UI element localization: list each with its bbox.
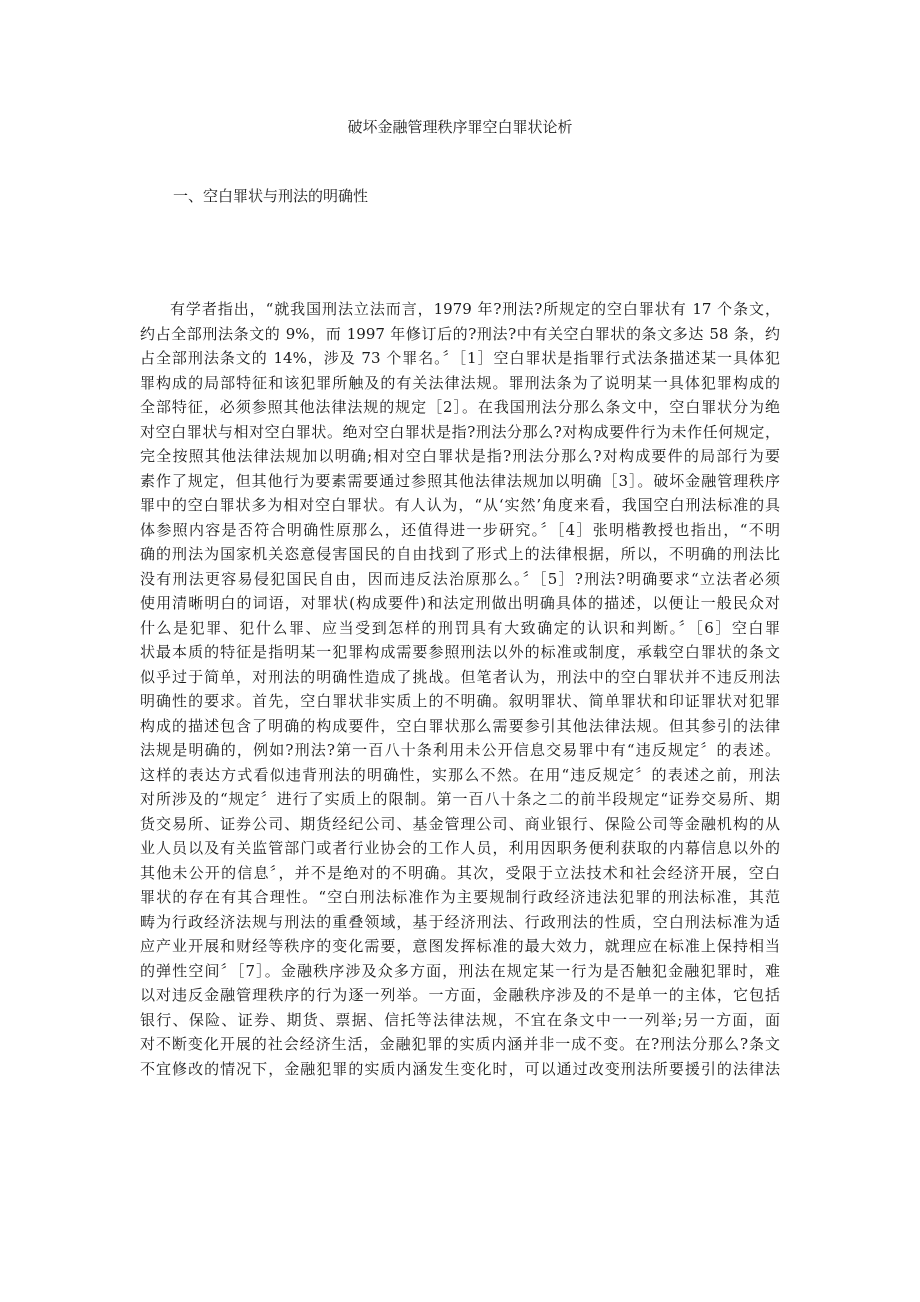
- paragraph-line: 银行、保险、证券、期货、票据、信托等法律法规，不宜在条文中一一列举;另一方面，面: [140, 1010, 780, 1029]
- paragraph-line: 畴为行政经济法规与刑法的重叠领域，基于经济刑法、行政刑法的性质，空白刑法标准为适: [140, 912, 780, 931]
- paragraph-line: 全部特征，必须参照其他法律法规的规定［2］。在我国刑法分那么条文中，空白罪状分为绝: [140, 398, 780, 416]
- paragraph-line: 使用清晰明白的词语，对罪状(构成要件)和法定刑做出明确具体的描述，以便让一般民众对: [140, 594, 780, 612]
- paragraph-line: 明确性的要求。首先，空白罪状非实质上的不明确。叙明罪状、简单罪状和印证罪状对犯罪: [140, 692, 780, 710]
- paragraph-line: 对空白罪状与相对空白罪状。绝对空白罪状是指?刑法分那么?对构成要件行为未作任何规定，: [140, 422, 780, 441]
- paragraph-line: 应产业开展和财经等秩序的变化需要，意图发挥标准的最大效力，就理应在标准上保持相当: [140, 937, 780, 955]
- paragraph-line: 法规是明确的，例如?刑法?第一百八十条利用未公开信息交易罪中有“违反规定〞的表述。: [140, 741, 780, 759]
- paragraph-line: 构成的描述包含了明确的构成要件，空白罪状那么需要参引其他法律法规。但其参引的法律: [140, 716, 780, 735]
- paragraph-line: 完全按照其他法律法规加以明确;相对空白罪状是指?刑法分那么?对构成要件的局部行为要: [140, 447, 780, 465]
- paragraph-line: 罪构成的局部特征和该犯罪所触及的有关法律法规。罪刑法条为了说明某一具体犯罪构成的: [140, 373, 780, 392]
- paragraph-line: 不宜修改的情况下，金融犯罪的实质内涵发生变化时，可以通过改变刑法所要援引的法律法: [140, 1059, 780, 1078]
- paragraph-line: 体参照内容是否符合明确性原那么，还值得进一步研究。〞［4］张明楷教授也指出，“不明: [140, 520, 780, 539]
- paragraph-line: 什么是犯罪、犯什么罪、应当受到怎样的刑罚具有大致确定的认识和判断。〞［6］空白罪: [140, 618, 780, 637]
- paragraph-line: 罪中的空白罪状多为相对空白罪状。有人认为，“从‘实然’角度来看，我国空白刑法标准的具: [140, 496, 780, 514]
- paragraph-line: 的弹性空间〞［7］。金融秩序涉及众多方面，刑法在规定某一行为是否触犯金融犯罪时，难: [140, 961, 780, 980]
- paragraph-line: 似乎过于简单，对刑法的明确性造成了挑战。但笔者认为，刑法中的空白罪状并不违反刑法: [140, 667, 780, 686]
- paragraph-line: 约占全部刑法条文的 9%，而 1997 年修订后的?刑法?中有关空白罪状的条文多达 58 条，约: [140, 324, 780, 343]
- paragraph-line: 以对违反金融管理秩序的行为逐一列举。一方面，金融秩序涉及的不是单一的主体，它包括: [140, 986, 780, 1004]
- paragraph-line: 业人员以及有关监管部门或者行业协会的工作人员，利用因职务便利获取的内幕信息以外的: [140, 839, 780, 857]
- paragraph-line: 货交易所、证券公司、期货经纪公司、基金管理公司、商业银行、保险公司等金融机构的从: [140, 814, 780, 833]
- body-paragraph: [140, 297, 780, 1081]
- paragraph-line: 没有刑法更容易侵犯国民自由，因而违反法治原那么。〞［5］?刑法?明确要求“立法者必须: [140, 569, 780, 588]
- paragraph-line: 素作了规定，但其他行为要素需要通过参照其他法律法规加以明确［3］。破坏金融管理秩序: [140, 471, 780, 490]
- document-title: 破坏金融管理秩序罪空白罪状论析: [347, 118, 573, 136]
- paragraph-line: 其他未公开的信息〞，并不是绝对的不明确。其次，受限于立法技术和社会经济开展，空白: [140, 863, 780, 882]
- paragraph-line: 这样的表达方式看似违背刑法的明确性，实那么不然。在用“违反规定〞的表述之前，刑法: [140, 765, 780, 784]
- paragraph-line: 有学者指出，“就我国刑法立法而言，1979 年?刑法?所规定的空白罪状有 17 个条文，: [170, 300, 780, 318]
- paragraph-line: 状最本质的特征是指明某一犯罪构成需要参照刑法以外的标准或制度，承载空白罪状的条文: [140, 643, 780, 661]
- paragraph-line: 对不断变化开展的社会经济生活，金融犯罪的实质内涵并非一成不变。在?刑法分那么?条文: [140, 1035, 780, 1053]
- paragraph-line: 确的刑法为国家机关恣意侵害国民的自由找到了形式上的法律根据，所以，不明确的刑法比: [140, 545, 780, 563]
- paragraph-line: 对所涉及的“规定〞进行了实质上的限制。第一百八十条之二的前半段规定“证券交易所、期: [140, 790, 780, 808]
- paragraph-line: 罪状的存在有其合理性。“空白刑法标准作为主要规制行政经济违法犯罪的刑法标准，其范: [140, 888, 780, 906]
- section-heading: 一、空白罪状与刑法的明确性: [173, 187, 369, 205]
- paragraph-line: 占全部刑法条文的 14%，涉及 73 个罪名。〞［1］空白罪状是指罪行式法条描述某一具体犯: [140, 349, 780, 367]
